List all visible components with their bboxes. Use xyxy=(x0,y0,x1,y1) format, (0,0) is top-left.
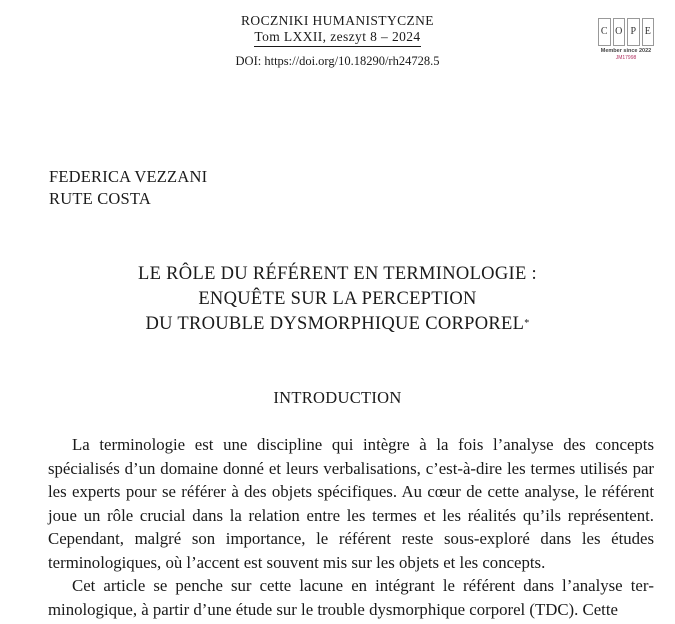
title-line: ENQUÊTE SUR LA PERCEPTION xyxy=(198,289,477,309)
title-line: LE RÔLE DU RÉFÉRENT EN TERMINOLOGIE : xyxy=(138,264,537,284)
cope-letter: E xyxy=(642,18,655,46)
journal-header xyxy=(0,13,675,47)
title-line: DU TROUBLE DYSMORPHIQUE CORPOREL xyxy=(145,314,525,334)
cope-letter: O xyxy=(613,18,626,46)
article-body xyxy=(48,433,654,621)
section-heading: INTRODUCTION xyxy=(273,388,402,407)
paragraph: Cet article se penche sur cette lacune en intégrant le référent dans l’analyse terminologique, à partir d’une étude sur le trouble dysmorphique corporel (TDC). Cette xyxy=(48,576,654,619)
cope-member-id: JM17998 xyxy=(615,55,637,61)
article-title xyxy=(0,262,675,337)
doi-link[interactable]: DOI: https://doi.org/10.18290/rh24728.5 xyxy=(235,54,440,68)
journal-name: ROCZNIKI HUMANISTYCZNE xyxy=(241,13,434,28)
title-line-last xyxy=(0,312,675,337)
author-name: RUTE COSTA xyxy=(49,189,151,208)
cope-logo xyxy=(597,18,655,68)
cope-letter: C xyxy=(598,18,611,46)
cope-letter: P xyxy=(627,18,640,46)
footnote-marker[interactable]: * xyxy=(524,318,530,329)
paragraph: La terminologie est une discipline qui intègre à la fois l’analyse des concepts spécialisés d’un domaine donné et leurs verbalisations, c’est-à-dire les termes utilisés par les experts pour se référer à des objets spécifiques. Au cœur de cette analyse, le référent joue un rôle crucial dans la relation entre les termes et les réalités qu’ils représentent. Cependant, malgré son importance, le référent reste sous-exploré dans les études terminologiques, où l’accent est souvent mis sur les objets et les concepts. xyxy=(48,435,654,572)
author-list xyxy=(49,166,207,210)
cope-member-since: Member since 2022 xyxy=(600,48,652,54)
cope-letters xyxy=(598,18,654,46)
journal-issue: Tom LXXII, zeszyt 8 – 2024 xyxy=(254,29,420,47)
author-name: FEDERICA VEZZANI xyxy=(49,167,208,186)
